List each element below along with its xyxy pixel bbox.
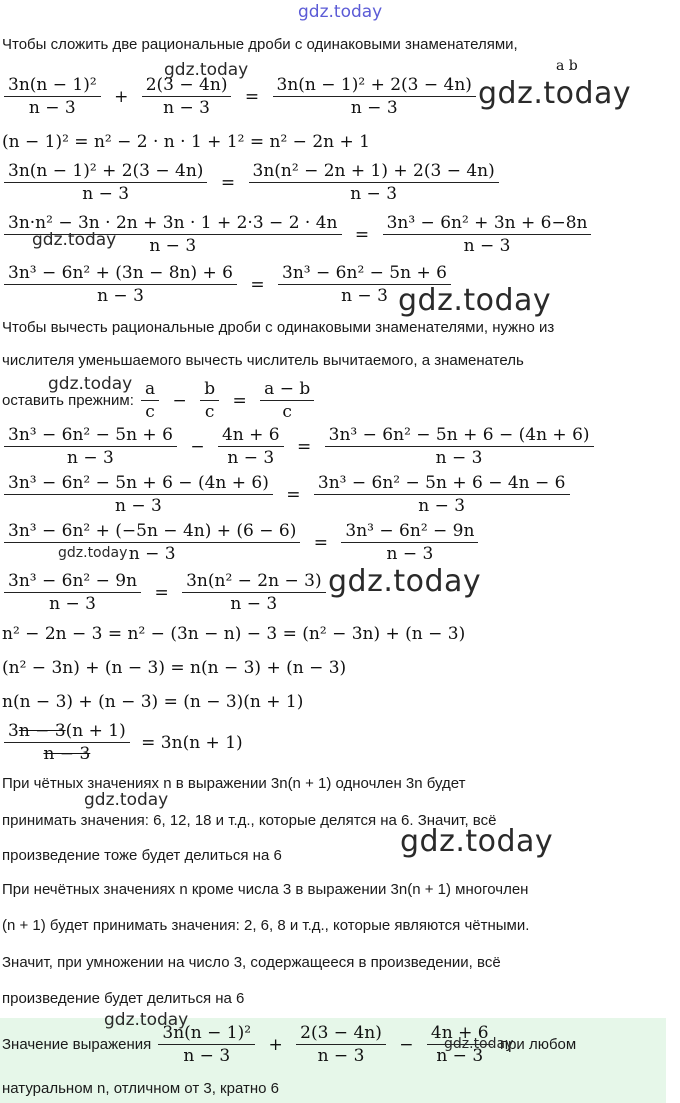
text-line-10: Значит, при умножении на число 3, содержащееся в произведении, всё xyxy=(2,954,501,971)
text-line-1: Чтобы сложить две рациональные дроби с одинаковыми знаменателями, xyxy=(2,36,518,53)
equation-2: (n − 1)² = n² − 2 · n · 1 + 1² = n² − 2n + 1 xyxy=(2,132,370,152)
fraction: $\frac{\text{3n(n − 1)²}}{n - 3}$ xyxy=(4,74,101,119)
fraction: $\frac{\text{3n³ − 6n² − 5n + 6 − (4n + 6)}}{n - 3}$ xyxy=(4,472,273,517)
watermark: gdz.today xyxy=(400,824,554,859)
fraction: $\frac{a - b}{c}$ xyxy=(260,378,314,423)
equation-4: $\frac{\text{3n·n² − 3n · 2n + 3n · 1 + 2·3 − 2 · 4n}}{n - 3}$ = $\frac{\text{3n³ − 6n² + 3n + 6−8n}}{n - 3}$ xyxy=(2,212,593,257)
fraction: $\frac{\text{3n³ − 6n² − 9n}}{n - 3}$ xyxy=(4,570,141,615)
watermark: gdz.today xyxy=(84,790,169,810)
watermark: gdz.today xyxy=(164,60,249,80)
equation-14: $\frac{3n - 3(n + 1)}{n - 3}$ = 3n(n + 1) xyxy=(2,720,249,765)
equation-7: $\frac{\text{3n³ − 6n² − 5n + 6}}{n - 3}$ − $\frac{4n + 6}{n - 3}$ = $\frac{\text{3n³ − 6n² − 5n + 6 − (4n + 6)}}{n - 3}$ xyxy=(2,424,596,469)
fraction: $\frac{\text{3n³ − 6n² + 3n + 6−8n}}{n - 3}$ xyxy=(383,212,592,257)
fraction: $\frac{2(3 - 4n)}{n - 3}$ xyxy=(142,74,232,119)
fraction: $\frac{\text{3n³ − 6n² − 5n + 6}}{n - 3}$ xyxy=(4,424,177,469)
top-watermark: gdz.today xyxy=(298,2,383,22)
equation-5: $\frac{\text{3n³ − 6n² + (3n − 8n) + 6}}{n - 3}$ = $\frac{\text{3n³ − 6n² − 5n + 6}}{n - 3}$ xyxy=(2,262,453,307)
fraction: $\frac{\text{3n³ − 6n² − 9n}}{n - 3}$ xyxy=(341,520,478,565)
fraction: $\frac{\text{3n³ − 6n² − 5n + 6 − (4n + 6)}}{n - 3}$ xyxy=(325,424,594,469)
fraction: $\frac{4n + 6}{n - 3}$ xyxy=(218,424,284,469)
fraction: $\frac{\text{3n³ − 6n² + (−5n − 4n) + (6 − 6)}}{n - 3}$ xyxy=(4,520,300,565)
fraction: $\frac{a}{c}$ xyxy=(141,378,159,423)
fraction: $\frac{\text{3n(n − 1)²}}{n - 3}$ xyxy=(158,1022,255,1067)
subtraction-rule: оставить прежним: $\frac{a}{c}$ − $\frac{b}{c}$ = $\frac{a - b}{c}$ xyxy=(2,378,316,423)
text-line-2: Чтобы вычесть рациональные дроби с одинаковыми знаменателями, нужно из xyxy=(2,319,555,336)
fraction: $\frac{b}{c}$ xyxy=(200,378,219,423)
cancelled-factor: n − 3 xyxy=(18,721,66,741)
fraction: $\frac{\text{3n³ − 6n² − 5n + 6 − 4n − 6}}{n - 3}$ xyxy=(314,472,570,517)
watermark: gdz.today xyxy=(478,76,632,111)
fraction: $\frac{\text{3n³ − 6n² + (3n − 8n) + 6}}{n - 3}$ xyxy=(4,262,237,307)
equation-9: $\frac{\text{3n³ − 6n² + (−5n − 4n) + (6 − 6)}}{n - 3}$ = $\frac{\text{3n³ − 6n² − 9n}}{n - 3}$ xyxy=(2,520,480,565)
text-line-7: произведение тоже будет делиться на 6 xyxy=(2,847,282,864)
fraction: $\frac{3n - 3(n + 1)}{n - 3}$ xyxy=(4,720,130,765)
fraction: $\frac{4n + 6}{n - 3}$ xyxy=(427,1022,493,1067)
text-line-8: При нечётных значениях n кроме числа 3 в выражении 3n(n + 1) многочлен xyxy=(2,881,529,898)
fraction: $\frac{2(3 - 4n)}{n - 3}$ xyxy=(296,1022,386,1067)
equation-8: $\frac{\text{3n³ − 6n² − 5n + 6 − (4n + 6)}}{n - 3}$ = $\frac{\text{3n³ − 6n² − 5n + 6 − 4n − 6}}{n - 3}$ xyxy=(2,472,572,517)
equation-1: $\frac{\text{3n(n − 1)²}}{n - 3}$ + $\frac{2(3 - 4n)}{n - 3}$ = $\frac{\text{3n(n − 1)² + 2(3 − 4n)}}{n - 3}$ xyxy=(2,74,478,119)
text-line-9: (n + 1) будет принимать значения: 2, 6, 8 и т.д., которые являются чётными. xyxy=(2,917,530,934)
watermark: gdz.today xyxy=(32,230,117,250)
fraction: $\frac{\text{3n·n² − 3n · 2n + 3n · 1 + 2·3 − 2 · 4n}}{n - 3}$ xyxy=(4,212,342,257)
text-line-6: принимать значения: 6, 12, 18 и т.д., которые делятся на 6. Значит, всё xyxy=(2,812,497,829)
watermark: gdz.today xyxy=(398,283,552,318)
equation-10: $\frac{\text{3n³ − 6n² − 9n}}{n - 3}$ = $\frac{\text{3n(n² − 2n − 3)}}{n - 3}$ xyxy=(2,570,328,615)
fraction: $\frac{\text{3n³ − 6n² − 5n + 6}}{n - 3}$ xyxy=(278,262,451,307)
text-line-3: числителя уменьшаемого вычесть числитель вычитаемого, а знаменатель xyxy=(2,352,524,369)
equation-13: n(n − 3) + (n − 3) = (n − 3)(n + 1) xyxy=(2,692,304,712)
fraction: $\frac{\text{3n(n − 1)² + 2(3 − 4n)}}{n - 3}$ xyxy=(273,74,476,119)
equation-11: n² − 2n − 3 = n² − (3n − n) − 3 = (n² − 3n) + (n − 3) xyxy=(2,624,466,644)
watermark: gdz.today xyxy=(104,1010,189,1030)
text-line-13: натуральном n, отличном от 3, кратно 6 xyxy=(2,1080,279,1097)
label-ab: a b xyxy=(556,58,578,74)
equation-12: (n² − 3n) + (n − 3) = n(n − 3) + (n − 3) xyxy=(2,658,347,678)
equation-3: $\frac{\text{3n(n − 1)² + 2(3 − 4n)}}{n - 3}$ = $\frac{\text{3n(n² − 2n + 1) + 2(3 − 4n)}}{n - 3}$ xyxy=(2,160,501,205)
fraction: $\frac{\text{3n(n² − 2n + 1) + 2(3 − 4n)}}{n - 3}$ xyxy=(249,160,499,205)
fraction: $\frac{\text{3n(n² − 2n − 3)}}{n - 3}$ xyxy=(182,570,325,615)
text-line-5: При чётных значениях n в выражении 3n(n + 1) одночлен 3n будет xyxy=(2,775,466,792)
text-line-11: произведение будет делиться на 6 xyxy=(2,990,245,1007)
watermark: gdz.today xyxy=(328,564,482,599)
watermark: gdz.today xyxy=(48,374,133,394)
cancelled-denominator: n − 3 xyxy=(43,744,91,764)
watermark: gdz.today xyxy=(444,1036,514,1052)
conclusion-line: Значение выражения $\frac{\text{3n(n − 1)²}}{n - 3}$ + $\frac{2(3 - 4n)}{n - 3}$ − $\frac{4n + 6}{n - 3}$ при любом xyxy=(2,1023,577,1066)
fraction: $\frac{\text{3n(n − 1)² + 2(3 − 4n)}}{n - 3}$ xyxy=(4,160,207,205)
watermark: gdz.today xyxy=(58,545,128,561)
